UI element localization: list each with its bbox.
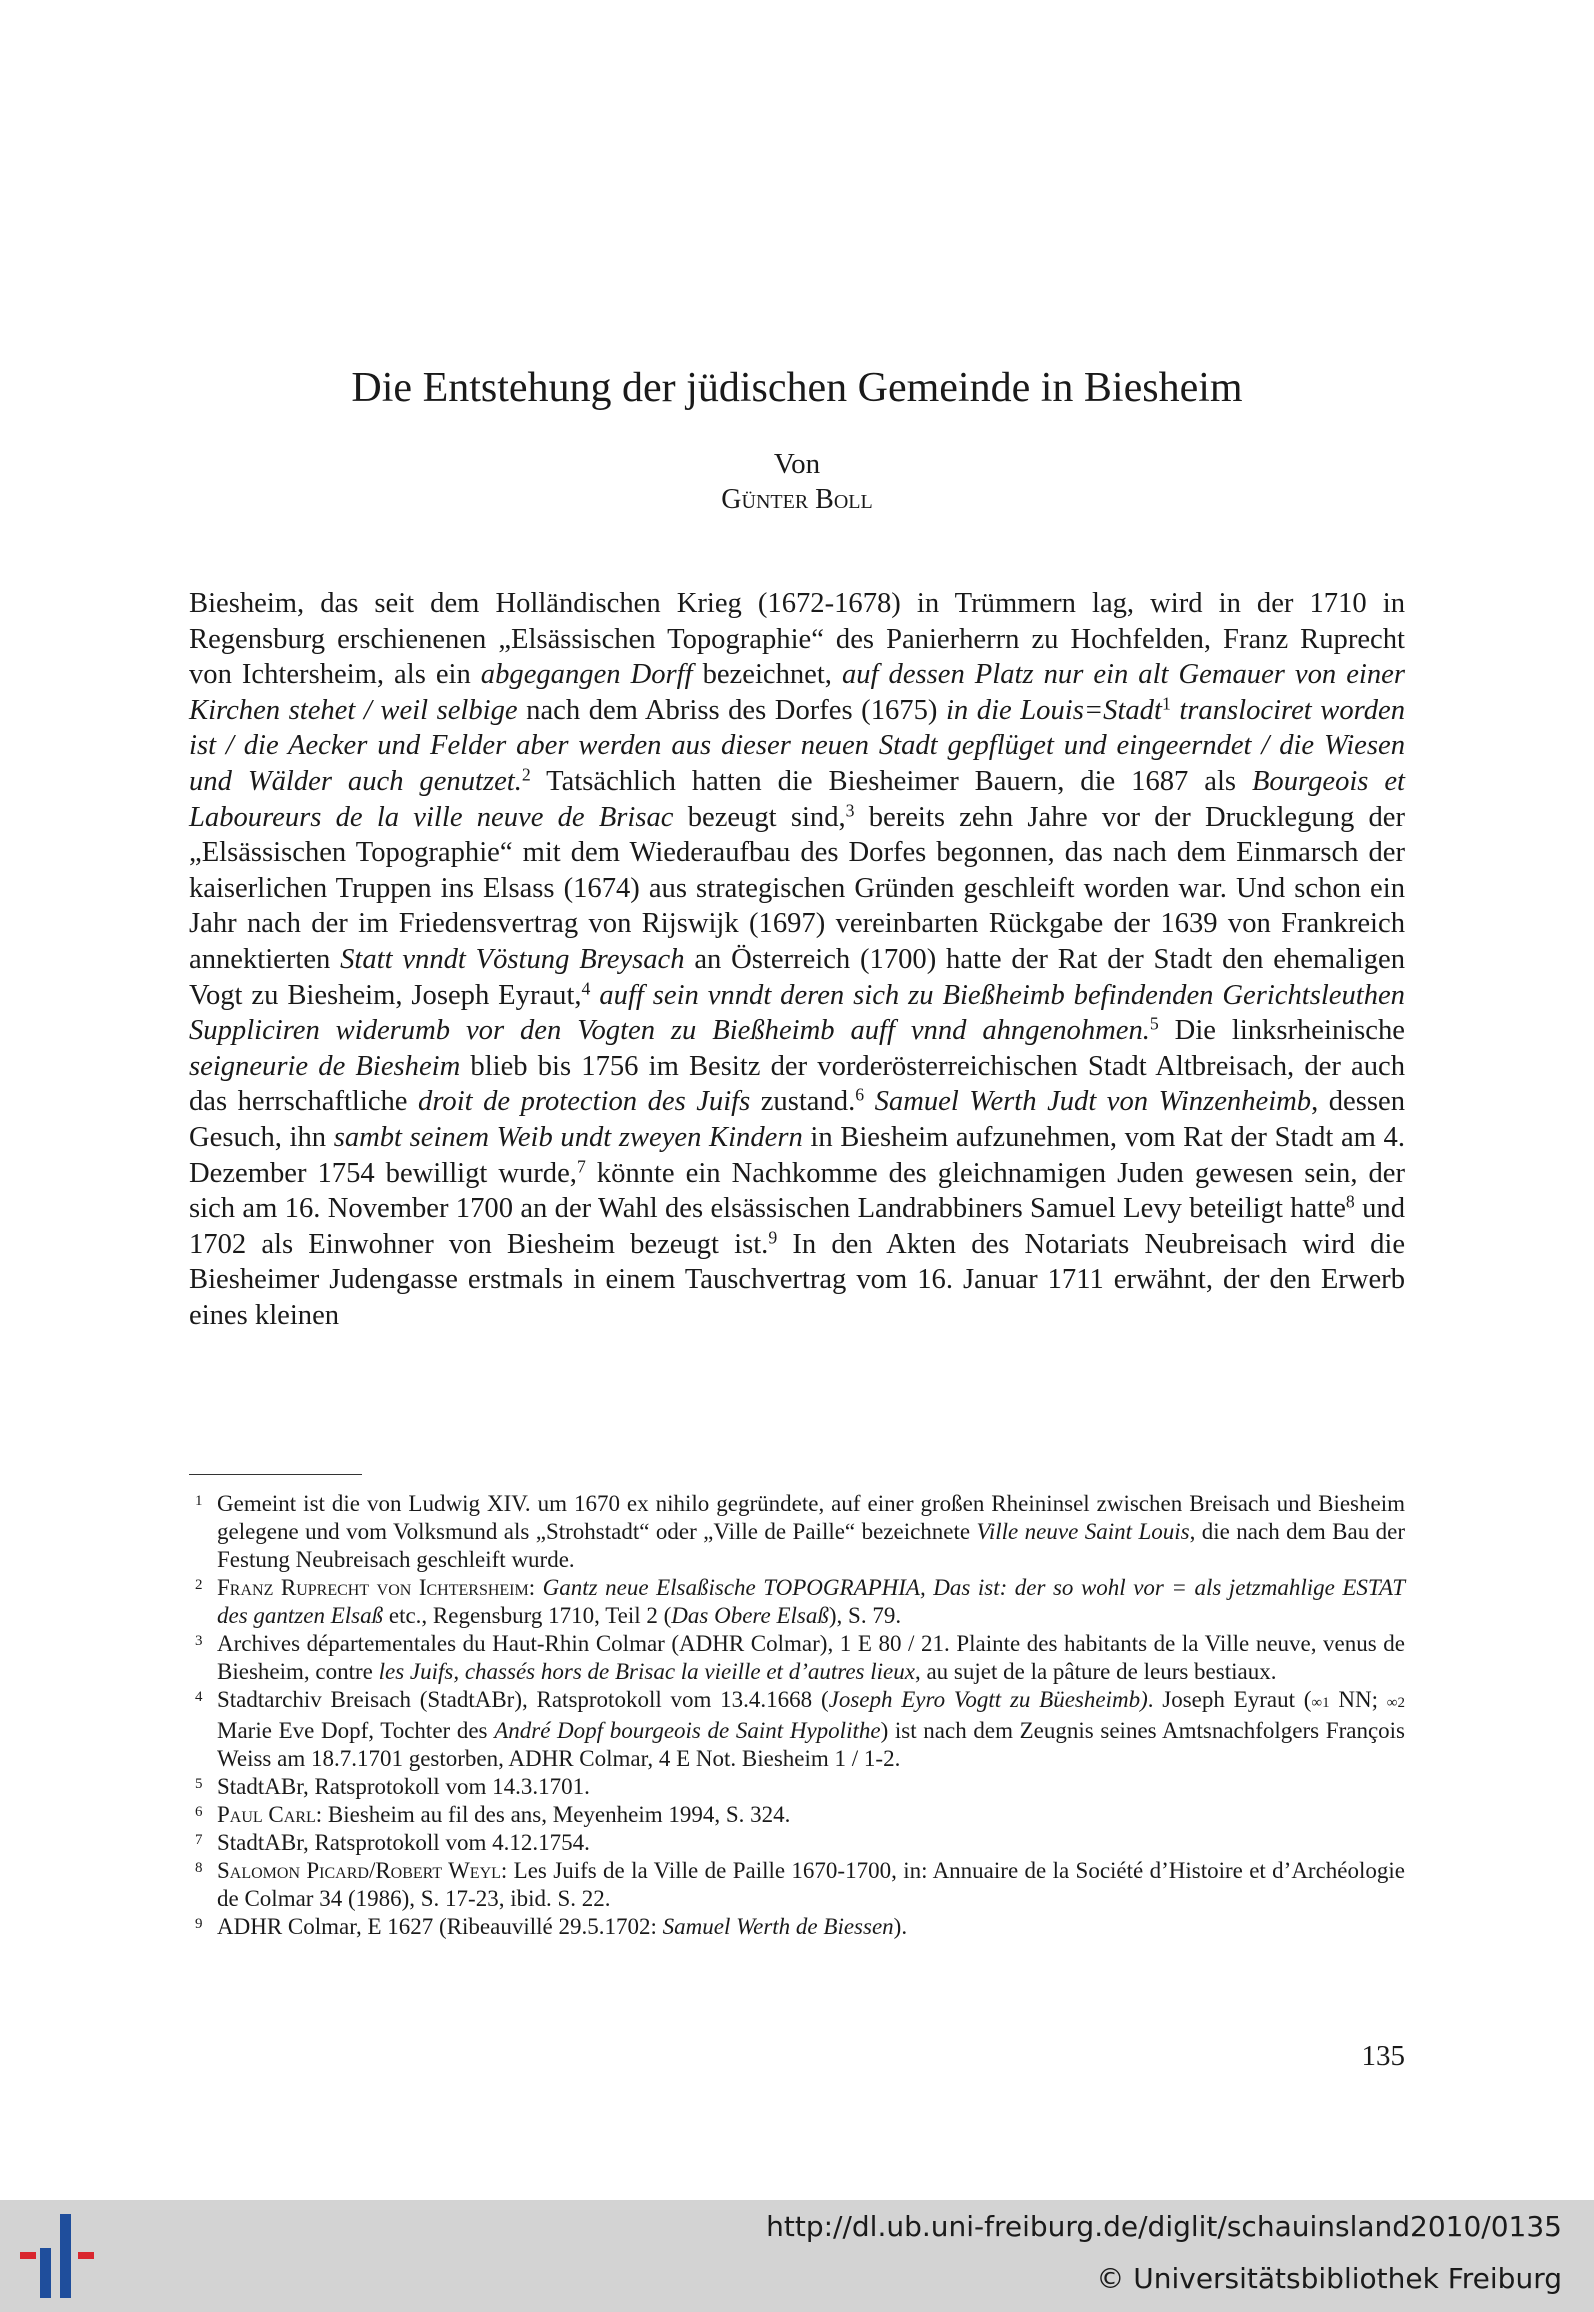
footnote-ref[interactable]: 8	[1345, 1191, 1355, 1212]
footnote-separator	[189, 1474, 362, 1475]
footnote-ref[interactable]: 2	[521, 764, 531, 785]
article-body: Biesheim, das seit dem Holländischen Krieg (1672-1678) in Trümmern lag, wird in der 1710 in Regensburg erschienenen „Elsässischen Topographie“ des Panierherrn zu Hochfelden, Franz Ruprecht von Ichtersheim, als ein abgegangen Dorff bezeichnet, auf dessen Platz nur ein alt Gemauer von einer Kirchen stehet / weil selbige nach dem Abriss des Dorfes (1675) in die Louis=Stadt$^1$ translociret worden ist / die Aecker und Felder aber werden aus dieser neuen Stadt gepflüget und eingeerndet / die Wiesen und Wälder auch genutzet.$^2$ Tatsächlich hatten die Biesheimer Bauern, die 1687 als Bourgeois et Laboureurs de la ville neuve de Brisac bezeugt sind,$^3$ bereits zehn Jahre vor der Drucklegung der „Elsässischen Topographie“ mit dem Wiederaufbau des Dorfes begonnen, das nach dem Einmarsch der kaiserlichen Truppen ins Elsass (1674) aus strategischen Gründen geschleift worden war. Und schon ein Jahr nach der im Friedensvertrag von Rijswijk (1697) vereinbarten Rückgabe der 1639 von Frankreich annektierten Statt vnndt Vöstung Breysach an Österreich (1700) hatte der Rat der Stadt den ehemaligen Vogt zu Biesheim, Joseph Eyraut,$^4$ auff sein vnndt deren sich zu Bießheimb befindenden Gerichtsleuthen Suppliciren widerumb vor den Vogten zu Bießheimb auff vnnd ahngenohmen.$^5$ Die linksrheinische seigneurie de Biesheim blieb bis 1756 im Besitz der vorderösterreichischen Stadt Altbreisach, der auch das herrschaftliche droit de protection des Juifs zustand.$^6$ Samuel Werth Judt von Winzenheimb, dessen Gesuch, ihn sambt seinem Weib undt zweyen Kindern in Biesheim aufzunehmen, vom Rat der Stadt am 4. Dezember 1754 bewilligt wurde,$^7$ könnte ein Nachkomme des gleichnamigen Juden gewesen sein, der sich am 16. November 1700 an der Wahl des elsässischen Landrabbiners Samuel Levy beteiligt hatte$^8$ und 1702 als Einwohner von Biesheim bezeugt ist.$^9$ In den Akten des Notariats Neubreisach wird die Biesheimer Judengasse erstmals in einem Tauschvertrag vom 16. Januar 1711 erwähnt, der den Erwerb eines kleinen	[189, 588, 1406, 1331]
footnote-4: 4 Stadtarchiv Breisach (StadtABr), Ratsprotokoll vom 13.4.1668 (Joseph Eyro Vogtt zu Büesheimb). Joseph Eyraut (∞1 NN; ∞2 Marie Eve Dopf, Tochter des André Dopf bourgeois de Saint Hypolithe) ist nach dem Zeugnis seines Amtsnachfolgers François Weiss am 18.7.1701 gestorben, ADHR Colmar, 4 E Not. Biesheim 1 / 1-2.	[195, 1687, 1405, 1771]
footnote-1: 1 Gemeint ist die von Ludwig XIV. um 1670 ex nihilo gegründete, auf einer großen Rheininsel zwischen Breisach und Biesheim gelegene und vom Volksmund als „Strohstadt“ oder „Ville de Paille“ bezeichnete Ville neuve Saint Louis, die nach dem Bau der Festung Neubreisach geschleift wurde.	[195, 1491, 1405, 1572]
footnote-ref[interactable]: 3	[845, 799, 855, 820]
page-number: 135	[1361, 2040, 1405, 2072]
footnote-ref[interactable]: 6	[855, 1084, 865, 1105]
footnote-9: 9 ADHR Colmar, E 1627 (Ribeauvillé 29.5.1702: Samuel Werth de Biessen).	[195, 1914, 908, 1939]
article-author: Günter Boll	[721, 484, 873, 515]
footnote-7: 7 StadtABr, Ratsprotokoll vom 4.12.1754.	[195, 1830, 590, 1855]
article-title: Die Entstehung der jüdischen Gemeinde in Biesheim	[351, 365, 1243, 411]
ub-freiburg-logo-icon[interactable]	[18, 2214, 102, 2298]
footnote-ref[interactable]: 9	[768, 1226, 778, 1247]
footnote-3: 3 Archives départementales du Haut-Rhin Colmar (ADHR Colmar), 1 E 80 / 21. Plainte des habitants de la Ville neuve, venus de Biesheim, contre les Juifs, chassés hors de Brisac la vieille et d’autres lieux, au sujet de la pâture de leurs bestiaux.	[195, 1631, 1405, 1684]
footnotes	[189, 1490, 1405, 1941]
footnote-8: 8 Salomon Picard/Robert Weyl: Les Juifs de la Ville de Paille 1670-1700, in: Annuaire de la Société d’Histoire et d’Archéologie de Colmar 34 (1986), S. 17-23, ibid. S. 22.	[195, 1858, 1405, 1911]
footnote-6: 6 Paul Carl: Biesheim au fil des ans, Meyenheim 1994, S. 324.	[195, 1802, 791, 1827]
footnote-5: 5 StadtABr, Ratsprotokoll vom 14.3.1701.	[195, 1774, 590, 1799]
footnote-2: 2 Franz Ruprecht von Ichtersheim: Gantz neue Elsaßische TOPOGRAPHIA, Das ist: der so wohl vor = als jetzmahlige ESTAT des gantzen Elsaß etc., Regensburg 1710, Teil 2 (Das Obere Elsaß), S. 79.	[195, 1575, 1405, 1628]
footnote-ref[interactable]: 5	[1149, 1013, 1159, 1034]
footnote-ref[interactable]: 7	[576, 1155, 586, 1176]
footnote-ref[interactable]: 1	[1161, 693, 1171, 714]
footnote-ref[interactable]: 4	[581, 977, 591, 998]
source-url-link[interactable]: http://dl.ub.uni-freiburg.de/diglit/schauinsland2010/0135	[766, 2210, 1562, 2243]
copyright-notice: © Universitätsbibliothek Freiburg	[1096, 2262, 1562, 2295]
footer-bar	[0, 2200, 1594, 2312]
article-byline-von: Von	[773, 448, 821, 480]
